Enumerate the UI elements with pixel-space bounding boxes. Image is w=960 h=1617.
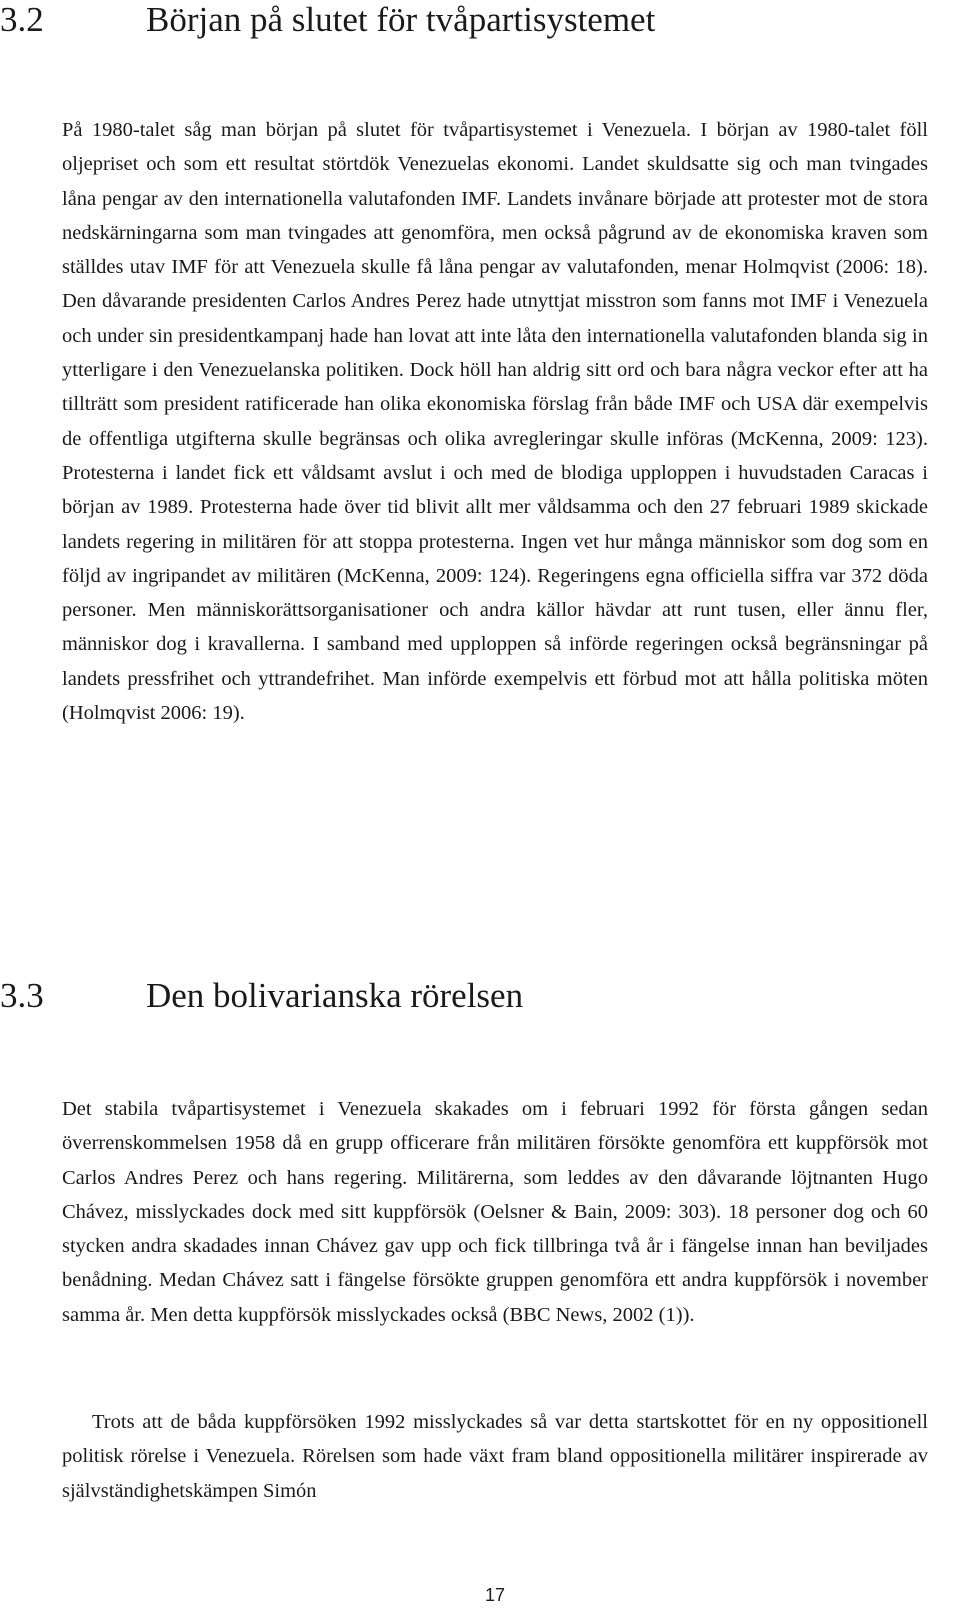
paragraph: Trots att de båda kuppförsöken 1992 misslyckades så var detta startskottet för en ny oppositionell politisk rörelse i Venezuela. Rörelsen som hade växt fram bland oppositionella militärer inspirerade av självständighetskämpen Simón	[62, 1411, 928, 1502]
paragraph: Det stabila tvåpartisystemet i Venezuela skakades om i februari 1992 för första gången sedan överrenskommelsen 1958 då en grupp officerare från militären försökte genomföra ett kuppförsök mot Carlos Andres Perez och hans regering. Militärerna, som leddes av den dåvarande löjtnanten Hugo Chávez, misslyckades dock med sitt kuppförsök (Oelsner & Bain, 2009: 303). 18 personer dog och 60 stycken andra skadades innan Chávez gav upp och fick tillbringa två år i fängelse innan han beviljades benådning. Medan Chávez satt i fängelse försökte gruppen genomföra ett andra kuppförsök i november samma år. Men detta kuppförsök misslyckades också (BBC News, 2002 (1)).	[62, 1098, 928, 1326]
section-heading-3-2	[0, 0, 655, 40]
paragraph: På 1980-talet såg man början på slutet för tvåpartisystemet i Venezuela. I början av 1980-talet föll oljepriset och som ett resultat störtdök Venezuelas ekonomi. Landet skuldsatte sig och man tvingades låna pengar av den internationella valutafonden IMF. Landets invånare började att protester mot de stora nedskärningarna som man tvingades att genomföra, men också pågrund av de ekonomiska kraven som ställdes utav IMF för att Venezuela skulle få låna pengar av valutafonden, menar Holmqvist (2006: 18). Den dåvarande presidenten Carlos Andres Perez hade utnyttjat misstron som fanns mot IMF i Venezuela och under sin presidentkampanj hade han lovat att inte låta den internationella valutafonden blanda sig in ytterligare i den Venezuelanska politiken. Dock höll han aldrig sitt ord och bara några veckor efter att ha tillträtt som president ratificerade han olika ekonomiska förslag från både IMF och USA där exempelvis de offentliga utgifterna skulle begränsas och olika avregleringar skulle införas (McKenna, 2009: 123). Protesterna i landet fick ett våldsamt avslut i och med de blodiga upploppen i huvudstaden Caracas i början av 1989. Protesterna hade över tid blivit allt mer våldsamma och den 27 februari 1989 skickade landets regering in militären för att stoppa protesterna. Ingen vet hur många människor som dog som en följd av ingripandet av militären (McKenna, 2009: 124). Regeringens egna officiella siffra var 372 döda personer. Men människorättsorganisationer och andra källor hävdar att runt tusen, eller ännu fler, människor dog i kravallerna. I samband med upploppen så införde regeringen också begränsningar på landets pressfrihet och yttrandefrihet. Man införde exempelvis ett förbud mot att hålla politiska möten (Holmqvist 2006: 19).	[62, 119, 928, 725]
section-number: 3.3	[0, 976, 44, 1015]
section-number: 3.2	[0, 0, 44, 39]
section-title: Den bolivarianska rörelsen	[146, 976, 524, 1015]
section-heading-3-3	[0, 976, 523, 1016]
section-title: Början på slutet för tvåpartisystemet	[146, 0, 656, 39]
page-number: 17	[484, 1585, 506, 1605]
